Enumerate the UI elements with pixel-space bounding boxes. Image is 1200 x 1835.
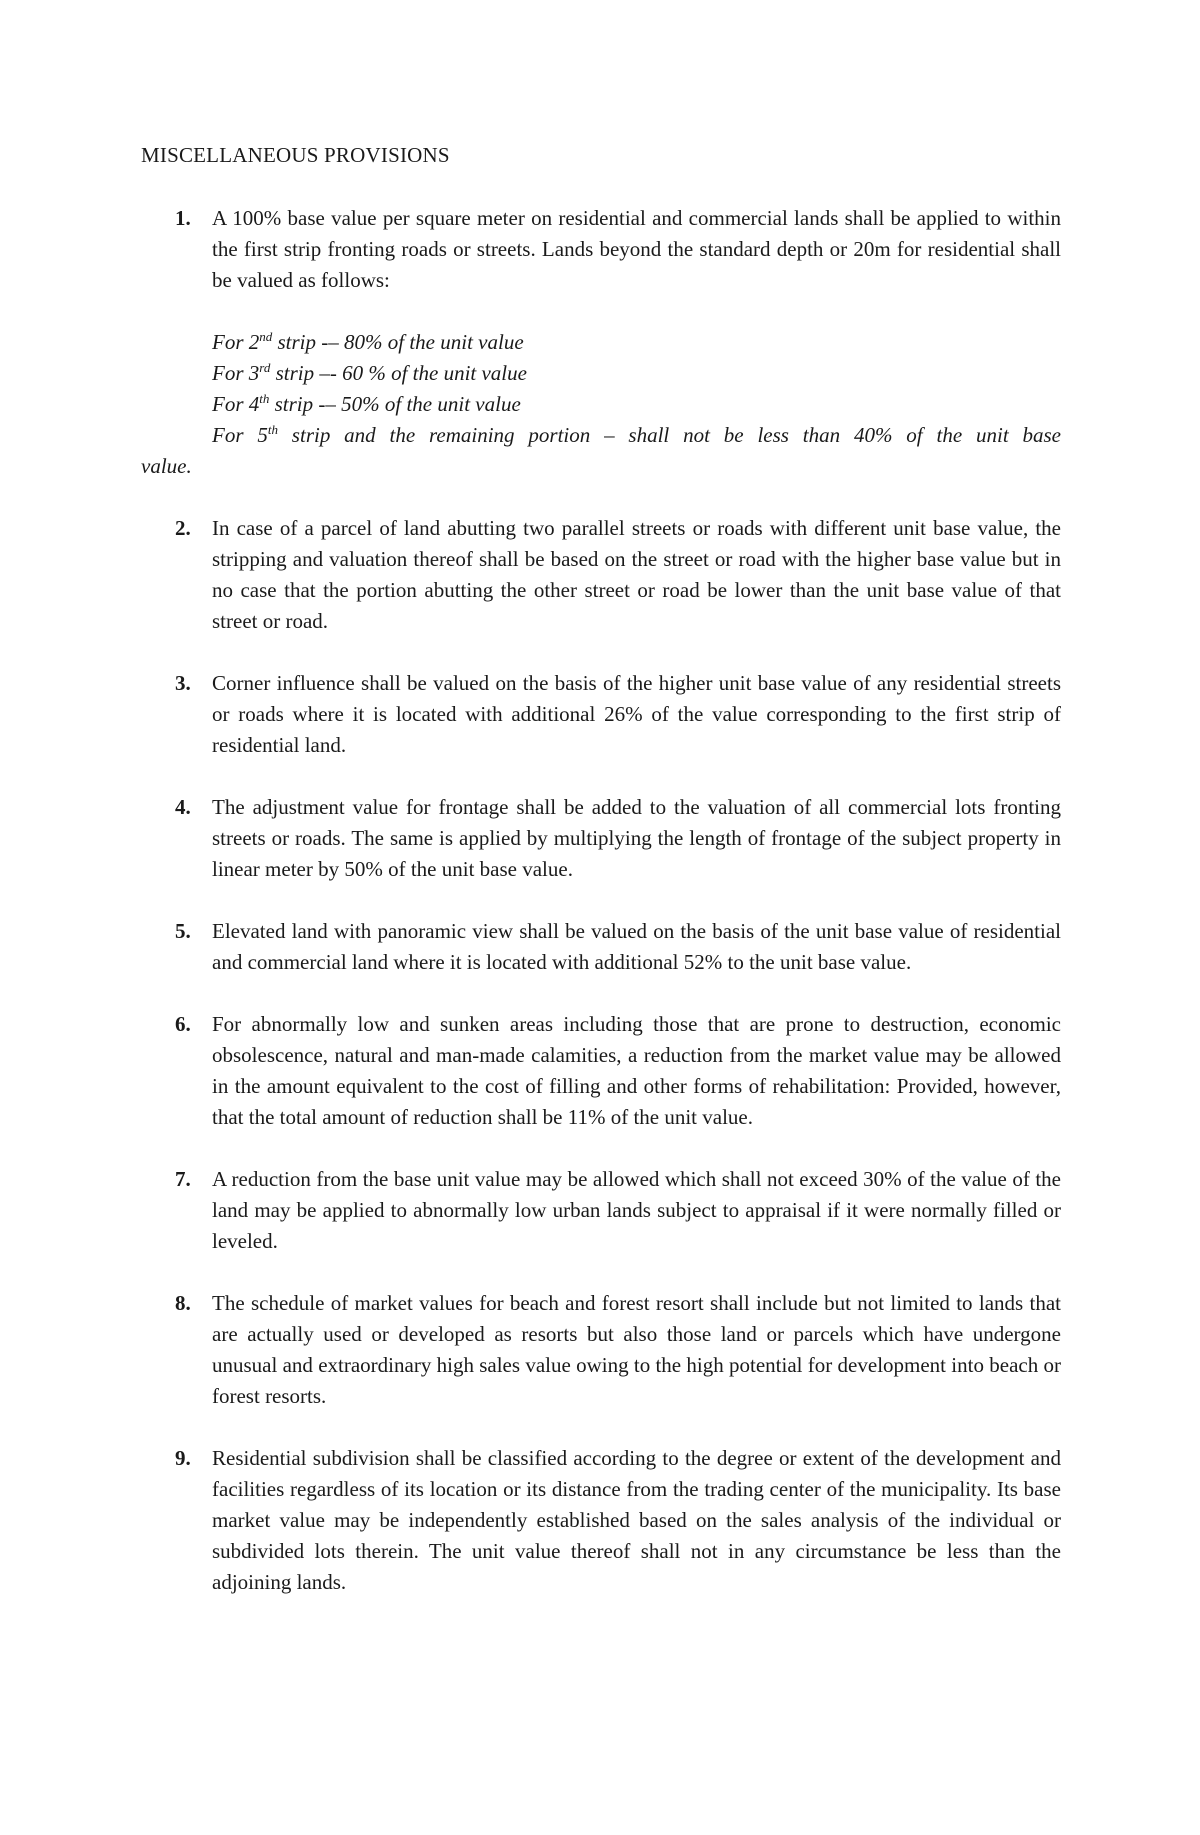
provision-text: Corner influence shall be valued on the basis of the higher unit base value of any residential streets or roads where it is located with additional 26% of the value corresponding to the first strip of residential land. <box>212 671 1061 757</box>
provision-text: For abnormally low and sunken areas including those that are prone to destruction, economic obsolescence, natural and man-made calamities, a reduction from the market value may be allowed in the amount equivalent to the cost of filling and other forms of rehabilitation: Provided, however, that the total amount of reduction shall be 11% of the unit value. <box>212 1012 1061 1129</box>
provision-item-4 <box>141 792 1061 885</box>
strip-3-line: For 3rd strip –- 60 % of the unit value <box>212 360 527 385</box>
provision-number: 9. <box>175 1446 191 1470</box>
provision-item-1 <box>141 203 1061 482</box>
strip-values <box>141 327 1061 482</box>
strip-2-line: For 2nd strip -– 80% of the unit value <box>212 329 524 354</box>
provision-number: 2. <box>175 516 191 540</box>
section-heading: MISCELLANEOUS PROVISIONS <box>141 143 450 167</box>
provision-number: 1. <box>175 206 191 230</box>
provision-item-7 <box>141 1164 1061 1257</box>
provision-text: In case of a parcel of land abutting two parallel streets or roads with different unit base value, the stripping and valuation thereof shall be based on the street or road with the higher base value but in no case that the portion abutting the other street or road be lower than the unit base value of that street or road. <box>212 516 1061 633</box>
provision-item-3 <box>141 668 1061 761</box>
provision-number: 4. <box>175 795 191 819</box>
provision-number: 3. <box>175 671 191 695</box>
provision-number: 5. <box>175 919 191 943</box>
provision-number: 6. <box>175 1012 191 1036</box>
strip-4-line: For 4th strip -– 50% of the unit value <box>212 391 521 416</box>
provision-item-9 <box>141 1443 1061 1598</box>
provision-item-2 <box>141 513 1061 637</box>
provision-item-8 <box>141 1288 1061 1412</box>
provision-item-6 <box>141 1009 1061 1133</box>
provision-text: Residential subdivision shall be classified according to the degree or extent of the development and facilities regardless of its location or its distance from the trading center of the municipality. Its base market value may be independently established based on the sales analysis of the individual or subdivided lots therein. The unit value thereof shall not in any circumstance be less than the adjoining lands. <box>212 1446 1061 1594</box>
strip-5-line: For 5th strip and the remaining portion – shall not be less than 40% of the unit base <box>212 422 1061 447</box>
provision-text: Elevated land with panoramic view shall be valued on the basis of the unit base value of residential and commercial land where it is located with additional 52% to the unit base value. <box>212 919 1061 974</box>
provision-number: 8. <box>175 1291 191 1315</box>
strip-5-line-continuation: value. <box>141 454 192 478</box>
provision-text: A 100% base value per square meter on residential and commercial lands shall be applied to within the first strip fronting roads or streets. Lands beyond the standard depth or 20m for residential shall be valued as follows: <box>212 206 1061 292</box>
provision-text: A reduction from the base unit value may be allowed which shall not exceed 30% of the value of the land may be applied to abnormally low urban lands subject to appraisal if it were normally filled or leveled. <box>212 1167 1061 1253</box>
provision-text: The adjustment value for frontage shall be added to the valuation of all commercial lots fronting streets or roads. The same is applied by multiplying the length of frontage of the subject property in linear meter by 50% of the unit base value. <box>212 795 1061 881</box>
provision-item-5 <box>141 916 1061 978</box>
provision-number: 7. <box>175 1167 191 1191</box>
provision-text: The schedule of market values for beach and forest resort shall include but not limited to lands that are actually used or developed as resorts but also those land or parcels which have undergone unusual and extraordinary high sales value owing to the high potential for development into beach or forest resorts. <box>212 1291 1061 1408</box>
provisions-list <box>141 203 1061 1629</box>
